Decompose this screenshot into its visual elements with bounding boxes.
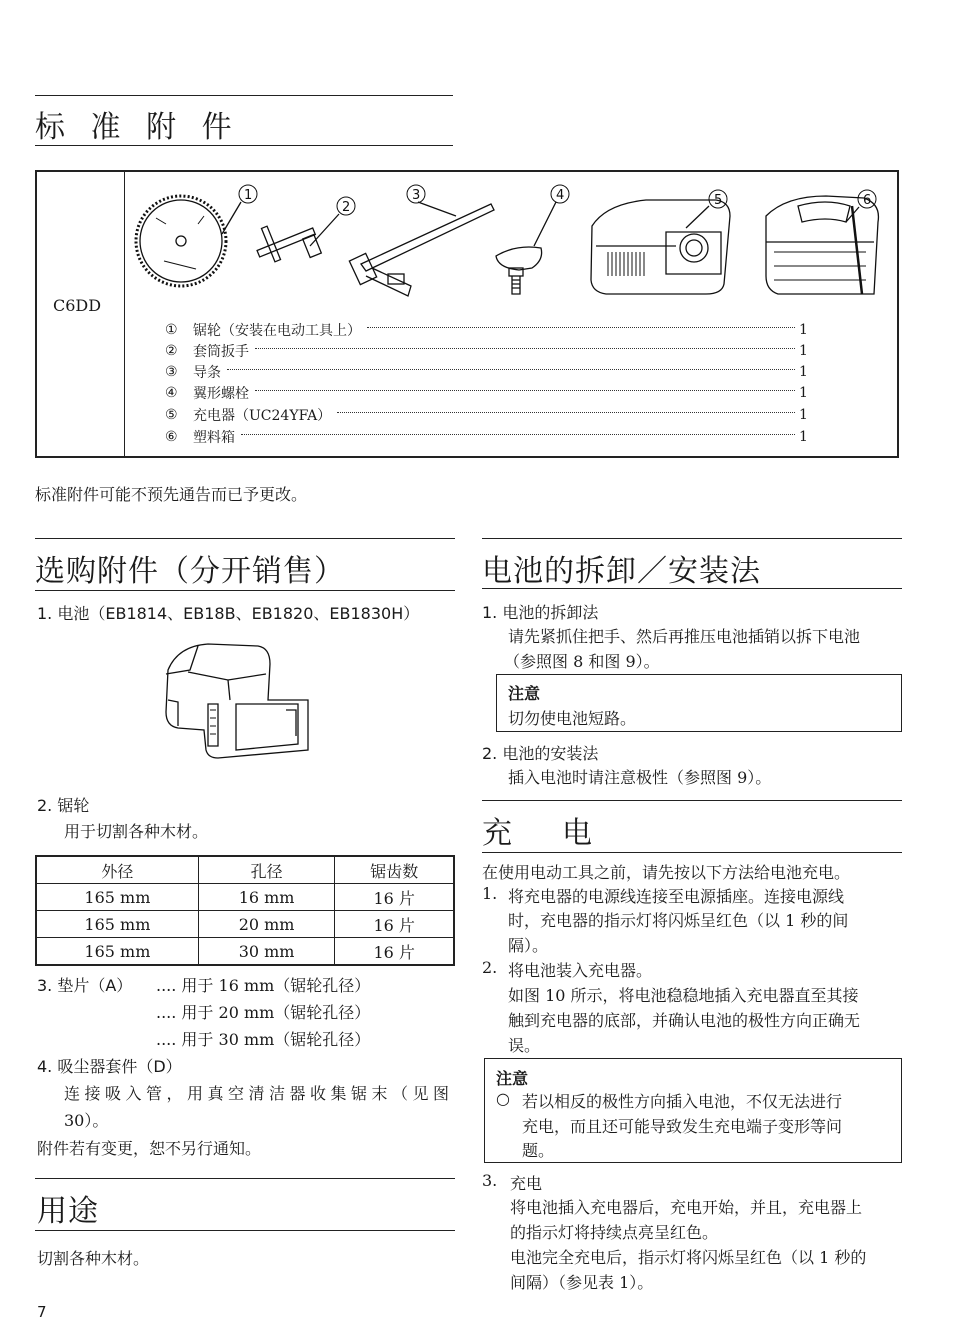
- battery-section-title: 电池的拆卸／安装法: [482, 554, 761, 589]
- accessory-qty: 1: [799, 384, 808, 401]
- rule-usage-bottom: [35, 1230, 455, 1231]
- accessory-qty: 1: [799, 406, 808, 423]
- charging-step1-line: 将充电器的电源线连接至电源插座。连接电源线: [508, 887, 845, 906]
- optional-item-blade-title: 2. 锯轮: [37, 796, 90, 815]
- charging-step-number: 3.: [482, 1171, 498, 1190]
- charging-step-number: 1.: [482, 884, 498, 903]
- optional-accessories-title: 选购附件（分开销售）: [35, 554, 345, 589]
- accessory-name: 套筒扳手: [193, 343, 249, 360]
- blade-spec-table: [35, 855, 455, 966]
- accessory-qty: 1: [799, 321, 808, 338]
- charging-step3-line: 的指示灯将持续点亮呈红色。: [510, 1223, 719, 1242]
- callout-1: 1: [244, 188, 253, 203]
- accessory-row: [165, 426, 808, 447]
- spacer-line: .... 用于 20 mm（锯轮孔径）: [156, 1003, 371, 1022]
- charging-step1-line: 隔）。: [508, 936, 549, 955]
- charging-step2-line: 误。: [508, 1036, 541, 1055]
- charger-icon: [591, 200, 730, 294]
- charging-step2-line: 如图 10 所示，将电池稳稳地插入充电器直至其接: [508, 986, 859, 1005]
- charging-caution-title: 注意: [496, 1069, 529, 1088]
- accessory-row: [165, 404, 808, 425]
- table-cell: 165 mm: [36, 938, 198, 966]
- table-cell: 16 片: [335, 911, 454, 938]
- table-header: 锯齿数: [335, 856, 454, 884]
- rule-charging-top: [482, 800, 902, 801]
- accessory-number: ②: [165, 342, 178, 359]
- charging-step3-line: 间隔）（参见表 1）。: [510, 1273, 654, 1292]
- charging-step1-line: 时，充电器的指示灯将闪烁呈红色（以 1 秒的间: [508, 911, 849, 930]
- charging-title: 充 电: [482, 816, 602, 851]
- table-cell: 16 mm: [198, 884, 335, 911]
- optional-item-spacer-title: 3. 垫片（A）: [37, 976, 133, 995]
- model-label: C6DD: [53, 296, 102, 315]
- accessory-row: [165, 361, 808, 382]
- dust-desc-line2: 30）。: [64, 1111, 109, 1130]
- dust-desc-line1: 连接吸入管，用真空清洁器收集锯末（见图: [64, 1084, 454, 1103]
- box-divider: [124, 170, 125, 458]
- spacer-line: .... 用于 16 mm（锯轮孔径）: [156, 976, 371, 995]
- battery-step1-text-2: （参照图 8 和图 9）。: [504, 652, 660, 671]
- accessory-name: 塑料箱: [193, 429, 235, 446]
- charging-step3-line: 电池完全充电后，指示灯将闪烁呈红色（以 1 秒的: [510, 1248, 867, 1267]
- accessory-qty: 1: [799, 363, 808, 380]
- accessory-name: 充电器（UC24YFA）: [193, 407, 332, 424]
- rule-optional-top: [35, 538, 455, 539]
- accessory-number: ⑤: [165, 406, 178, 423]
- battery-step1-text-1: 请先紧抓住把手、然后再推压电池插销以拆下电池: [508, 627, 861, 646]
- accessory-name: 锯轮（安装在电动工具上）: [193, 322, 361, 339]
- charging-step3-title: 充电: [510, 1174, 543, 1193]
- battery-step1-title: 1. 电池的拆卸法: [482, 603, 599, 622]
- optional-footer-note: 附件若有变更，恕不另行通知。: [37, 1139, 262, 1158]
- plastic-case-icon: [766, 196, 878, 294]
- optional-item-blade-desc: 用于切割各种木材。: [64, 822, 209, 841]
- caution-bullet-icon: ○: [496, 1089, 510, 1108]
- accessory-number: ④: [165, 384, 178, 401]
- accessory-number: ⑥: [165, 428, 178, 445]
- table-cell: 165 mm: [36, 884, 198, 911]
- battery-caution-title: 注意: [508, 684, 541, 703]
- accessory-row: [165, 340, 808, 361]
- charging-caution-line: 若以相反的极性方向插入电池，不仅无法进行: [522, 1092, 843, 1111]
- accessory-number: ①: [165, 321, 178, 338]
- charging-step2-title: 将电池装入充电器。: [508, 961, 653, 980]
- table-cell: 20 mm: [198, 911, 335, 938]
- table-header: 外径: [36, 856, 198, 884]
- accessory-illustrations: [126, 176, 896, 306]
- optional-item-battery: 1. 电池（EB1814、EB18B、EB1820、EB1830H）: [37, 604, 420, 623]
- usage-title: 用途: [37, 1194, 99, 1229]
- accessory-qty: 1: [799, 428, 808, 445]
- rule-battery-bottom: [482, 588, 902, 589]
- accessory-name: 导条: [193, 364, 221, 381]
- standard-accessories-note: 标准附件可能不预先通告而已予更改。: [35, 485, 308, 504]
- saw-blade-icon: [136, 196, 226, 286]
- charging-step-number: 2.: [482, 958, 498, 977]
- accessory-number: ③: [165, 363, 178, 380]
- accessory-qty: 1: [799, 342, 808, 359]
- rule-top: [35, 95, 453, 96]
- usage-text: 切割各种木材。: [37, 1249, 150, 1268]
- charging-step3-line: 将电池插入充电器后，充电开始，并且，充电器上: [510, 1198, 863, 1217]
- standard-accessories-title: 标 准 附 件: [35, 110, 240, 145]
- battery-caution-text: 切勿使电池短路。: [508, 709, 637, 728]
- guide-bar-icon: [349, 204, 494, 296]
- table-cell: 16 片: [335, 884, 454, 911]
- rule-charging-bottom: [482, 852, 902, 853]
- accessory-row: [165, 382, 808, 403]
- rule-under-title: [35, 145, 453, 146]
- accessory-name: 翼形螺栓: [193, 385, 249, 402]
- charging-caution-line: 充电，而且还可能导致发生充电端子变形等问: [522, 1117, 843, 1136]
- battery-step2-title: 2. 电池的安装法: [482, 744, 599, 763]
- table-cell: 30 mm: [198, 938, 335, 966]
- callout-5: 5: [714, 193, 723, 208]
- callout-3: 3: [412, 188, 421, 203]
- charging-caution-line: 题。: [522, 1141, 555, 1160]
- callout-2: 2: [342, 200, 351, 215]
- callout-6: 6: [863, 193, 872, 208]
- rule-usage-top: [35, 1178, 455, 1179]
- page-number: 7: [37, 1303, 47, 1321]
- charging-step2-line: 触到充电器的底部，并确认电池的极性方向正确无: [508, 1011, 861, 1030]
- battery-icon: [158, 640, 318, 770]
- table-cell: 165 mm: [36, 911, 198, 938]
- callout-4: 4: [556, 188, 565, 203]
- battery-step2-text: 插入电池时请注意极性（参照图 9）。: [508, 768, 772, 787]
- table-header: 孔径: [198, 856, 335, 884]
- optional-item-dust-title: 4. 吸尘器套件（D）: [37, 1057, 182, 1076]
- spacer-line: .... 用于 30 mm（锯轮孔径）: [156, 1030, 371, 1049]
- rule-battery-top: [482, 538, 902, 539]
- charging-intro: 在使用电动工具之前，请先按以下方法给电池充电。: [482, 863, 851, 882]
- table-cell: 16 片: [335, 938, 454, 966]
- rule-optional-bottom: [35, 590, 455, 591]
- wing-bolt-icon: [496, 247, 542, 294]
- accessory-row: [165, 319, 808, 340]
